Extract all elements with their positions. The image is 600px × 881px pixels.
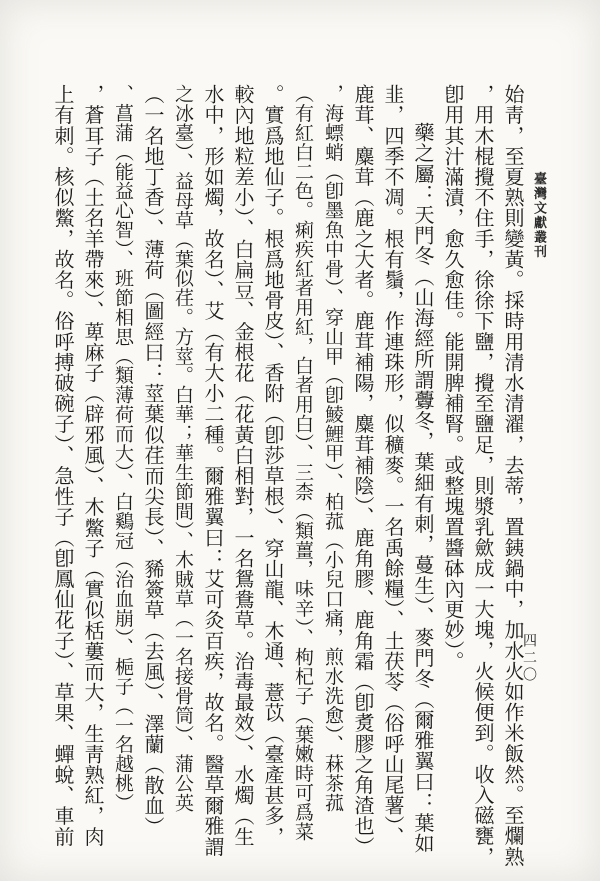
- text-column: （有紅白二色。痢疾紅者用紅，白者用白）、三柰（類薑，味辛）、枸杞子（葉嫩時可爲菜: [292, 84, 313, 841]
- text-column: ，海螵蛸（卽墨魚中骨）、穿山甲（卽鯪鯉甲）、柏菰（小兒口痛，煎水洗愈）、菻茶菰: [322, 84, 343, 813]
- text-column: 、菖蒲（能益心智）、班節相思（類薄荷而大）、白鷄冠（治血崩）、梔子（一名越桃）: [112, 84, 133, 813]
- text-column: 卽用其汁滿漬，愈久愈佳。能開脾補腎。或整塊置醬砵內更妙）。: [441, 84, 463, 672]
- text-column: 鹿茸、麋茸（鹿之大者。鹿茸補陽，麋茸補陰）、鹿角膠、鹿角霜（卽煑膠之角渣也）: [351, 84, 373, 857]
- vertical-text-block: [47, 84, 527, 878]
- text-column-paragraph-start: 藥之屬：天門冬（山海經所謂虋冬，葉細有刺，蔓生）、麥門冬（爾雅翼曰：葉如: [411, 122, 433, 854]
- text-column: 之冰臺）、益母草（葉似荏。方莖。白華；華生節間）、木賊草（一名接骨筒）、蒲公英: [172, 84, 193, 813]
- series-title: 臺灣文獻叢刊: [532, 172, 547, 259]
- text-column: 水中，形如燭，故名）、艾（有大小二種。爾雅翼曰：艾可灸百疾，故名。醫草爾雅謂: [201, 84, 223, 857]
- folio-page-number: 四二〇: [521, 633, 536, 684]
- text-column: 韭，四季不凋。根有鬚，作連珠形，似穬麥。一名禹餘糧）、土茯苓（俗呼山尾薯）、: [381, 84, 403, 847]
- text-column: 始靑，至夏熟則變黃。採時用清水清濯，去蒂，置銕鍋中，加水火如作米飯然。至爛熟: [501, 84, 523, 867]
- text-column: （一名地丁香）、薄荷（圖經曰：莖葉似荏而尖長）、豨簽草（去風）、澤蘭（散血）: [141, 84, 163, 837]
- text-column: 。實爲地仙子。根爲地骨皮）、香附（卽莎草根）、穿山龍、木通、薏苡（臺產甚多，: [261, 84, 283, 847]
- text-column: ，用木棍攪不住手，徐徐下鹽，攪至鹽足，則漿乳歛成一大塊，火候便到。收入磁甕，: [471, 84, 493, 867]
- text-column: 上有刺。核似鱉，故名。俗呼搏破碗子）、急性子（卽鳳仙花子）、草果、蟬蛻、車前: [51, 84, 73, 847]
- text-column: 較內地粒差小）、白扁豆、金根花（花黃白相對，一名鴛鴦草。治毒最效）、水燭（生: [231, 84, 253, 847]
- text-column: ，蒼耳子（土名羊帶來）、萆麻子（辟邪風）、木鱉子（實似栝蔞而大，生靑熟紅，肉: [81, 84, 103, 847]
